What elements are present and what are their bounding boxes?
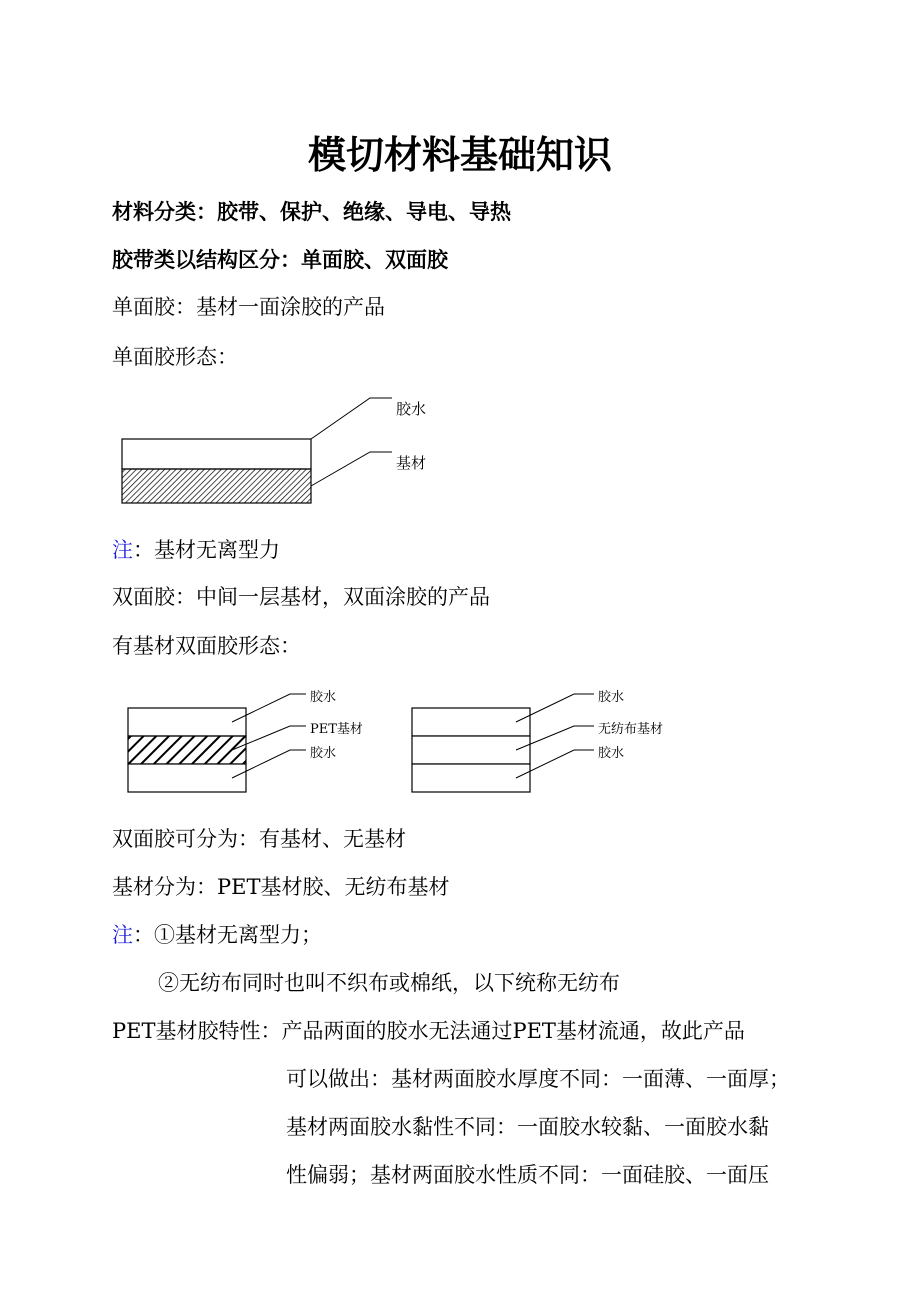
pet-properties-line-1: PET基材胶特性：产品两面的胶水无法通过PET基材流通，故此产品 [112,1019,745,1043]
nonwoven-double-sided-diagram [412,694,594,792]
double-sided-note-2: ②无纺布同时也叫不织布或棉纸，以下统称无纺布 [158,971,620,995]
note-mark: 注 [112,923,133,947]
double-sided-definition: 双面胶：中间一层基材，双面涂胶的产品 [112,585,490,609]
single-sided-note [112,534,280,564]
substrate-leader-line [311,452,392,486]
double-sided-types: 双面胶可分为：有基材、无基材 [112,827,406,851]
pet-double-sided-diagram [128,694,306,792]
single-sided-diagram [122,398,392,503]
pet-label-middle: PET基材 [310,722,363,737]
single-sided-definition: 单面胶：基材一面涂胶的产品 [112,295,385,319]
single-glue-label: 胶水 [396,400,427,418]
substrate-layer [122,469,311,503]
pet-bottom-glue-layer [128,764,246,792]
double-sided-note-1 [112,919,322,949]
glue-leader-line [311,398,392,439]
note-text: ：基材无离型力 [133,538,280,562]
nonwoven-label-middle: 无纺布基材 [598,722,664,737]
nonwoven-bottom-glue-layer [412,764,530,792]
double-sided-form-label: 有基材双面胶形态： [112,634,301,658]
single-substrate-label: 基材 [396,454,427,472]
classification-heading: 材料分类：胶带、保护、绝缘、导电、导热 [112,200,511,224]
pet-top-glue-layer [128,708,246,736]
structure-heading: 胶带类以结构区分：单面胶、双面胶 [112,248,448,272]
nonwoven-substrate-layer [412,736,530,764]
nonwoven-label-bottom: 胶水 [598,746,625,761]
pet-properties-line-4: 性偏弱；基材两面胶水性质不同：一面硅胶、一面压 [286,1163,769,1187]
nonwoven-top-glue-layer [412,708,530,736]
pet-substrate-layer [128,736,246,764]
substrate-types: 基材分为：PET基材胶、无纺布基材 [112,875,450,899]
pet-label-top: 胶水 [310,690,337,705]
nonwoven-label-top: 胶水 [598,690,625,705]
note-mark: 注 [112,538,133,562]
glue-layer [122,439,311,469]
note-text: ：①基材无离型力； [133,923,322,947]
pet-properties-line-2: 可以做出：基材两面胶水厚度不同：一面薄、一面厚； [286,1067,790,1091]
page-title: 模切材料基础知识 [307,133,612,177]
pet-label-bottom: 胶水 [310,746,337,761]
pet-properties-line-3: 基材两面胶水黏性不同：一面胶水较黏、一面胶水黏 [286,1115,769,1139]
single-sided-form-label: 单面胶形态： [112,345,238,369]
